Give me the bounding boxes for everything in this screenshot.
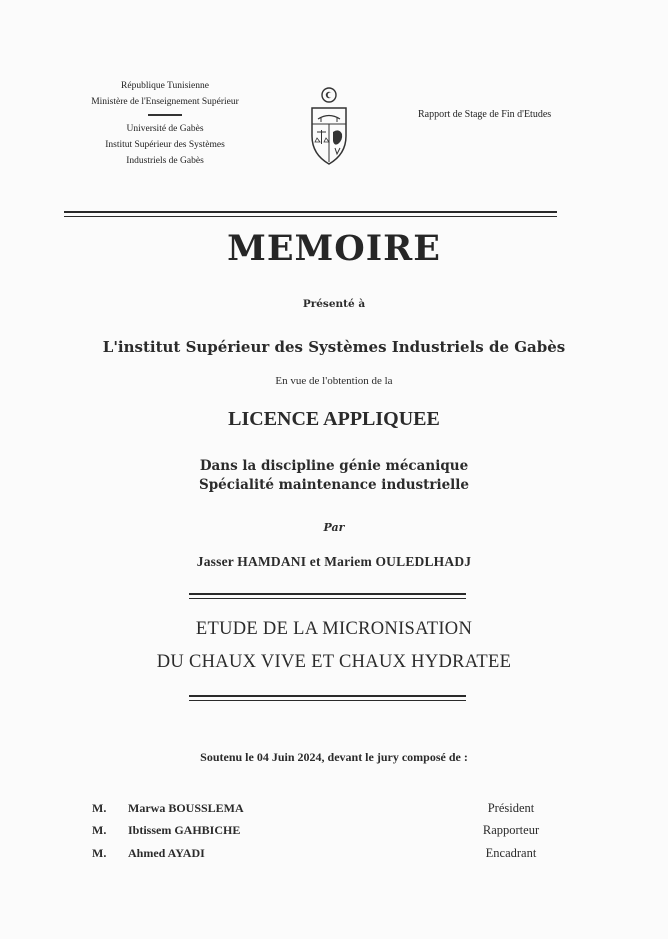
jury-title: M. <box>92 823 107 837</box>
header-separator <box>148 114 182 116</box>
thesis-title-line1: ETUDE DE LA MICRONISATION <box>195 619 473 639</box>
thesis-bottom-rule <box>189 695 466 697</box>
header-ministry-block <box>60 78 270 169</box>
thesis-top-rule <box>189 593 466 595</box>
authors: Jasser HAMDANI et Mariem OULEDLHADJ <box>196 554 472 569</box>
thesis-top-rule-thin <box>189 598 466 599</box>
institution-name: L'institut Supérieur des Systèmes Industriels de Gabès <box>102 338 566 356</box>
speciality-text: Spécialité maintenance industrielle <box>198 477 470 493</box>
jury-role: Encadrant <box>485 846 537 860</box>
jury-row <box>0 823 668 845</box>
jury-name: Ahmed AYADI <box>128 846 205 860</box>
header-ministry: Ministère de l'Enseignement Supérieur <box>91 97 239 107</box>
thesis-title <box>0 613 668 679</box>
jury-role: Président <box>487 801 535 815</box>
defense-statement: Soutenu le 04 Juin 2024, devant le jury composé de : <box>200 750 468 764</box>
top-rule <box>64 211 557 213</box>
top-rule-thin <box>64 216 557 217</box>
jury-role: Rapporteur <box>482 823 540 837</box>
jury-row <box>0 801 668 823</box>
presented-to: Présenté à <box>302 298 366 310</box>
obtention-text: En vue de l'obtention de la <box>275 375 393 387</box>
header-republic: République Tunisienne <box>121 81 209 91</box>
jury-title: M. <box>92 801 107 815</box>
jury-name: Ibtissem GAHBICHE <box>128 823 241 837</box>
degree-title: LICENCE APPLIQUEE <box>228 408 440 430</box>
header-institute-line1: Institut Supérieur des Systèmes <box>105 140 225 150</box>
thesis-title-line2: DU CHAUX VIVE ET CHAUX HYDRATEE <box>156 652 512 672</box>
header-institute-line2: Industriels de Gabès <box>126 156 204 166</box>
par-label: Par <box>323 521 345 534</box>
jury-title: M. <box>92 846 107 860</box>
header-university: Université de Gabès <box>126 124 204 134</box>
document-title: MEMOIRE <box>227 228 441 269</box>
tunisia-coat-of-arms-icon <box>304 86 354 168</box>
discipline-text: Dans la discipline génie mécanique <box>199 458 469 474</box>
thesis-bottom-rule-thin <box>189 700 466 701</box>
report-type-label: Rapport de Stage de Fin d'Etudes <box>418 109 552 120</box>
jury-name: Marwa BOUSSLEMA <box>128 801 244 815</box>
jury-row <box>0 846 668 868</box>
